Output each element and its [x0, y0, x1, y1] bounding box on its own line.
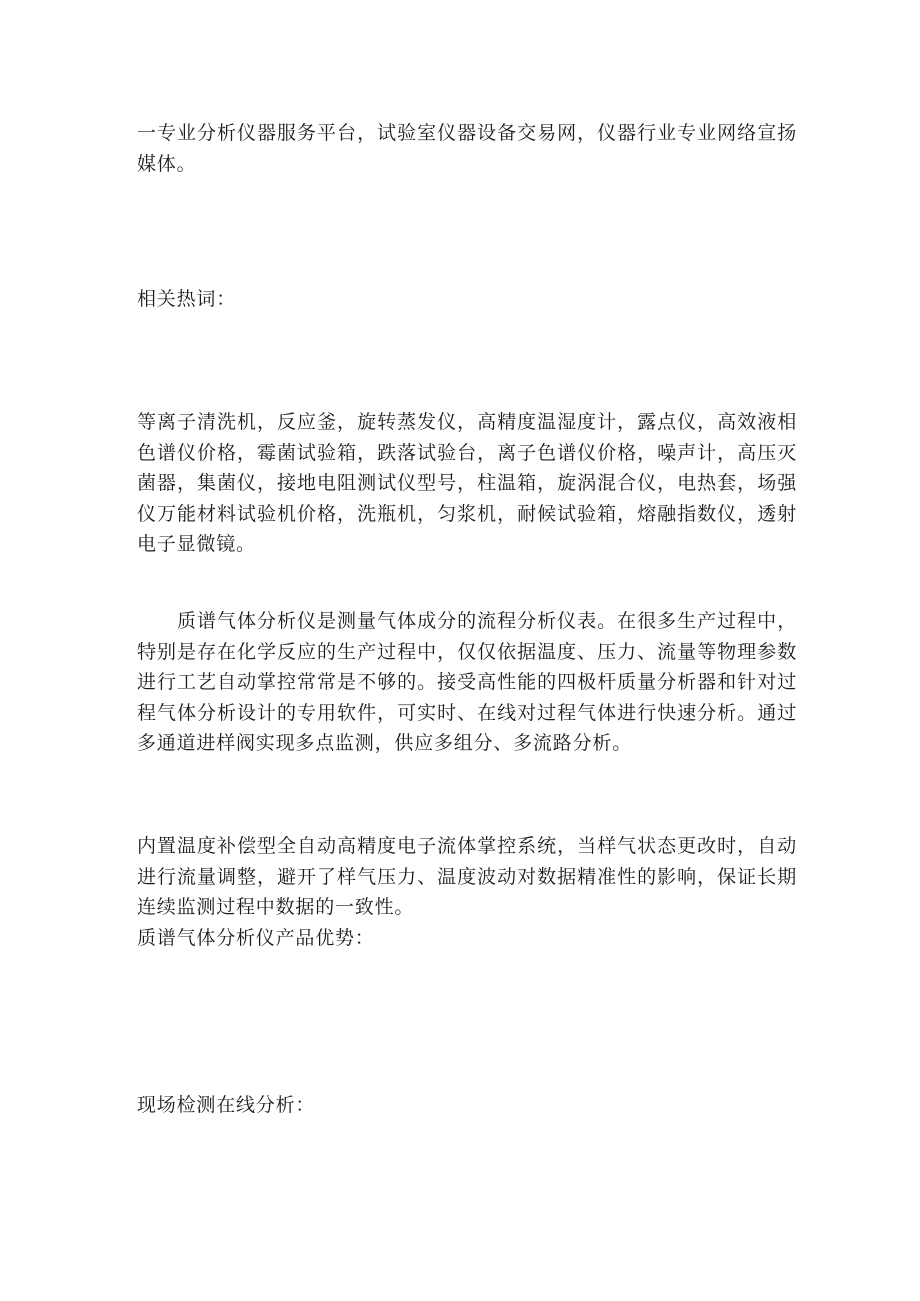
product-advantages-heading: 质谱气体分析仪产品优势： — [137, 927, 375, 949]
field-detection-heading: 现场检测在线分析： — [137, 1094, 316, 1116]
keywords-paragraph: 等离子清洗机，反应釜，旋转蒸发仪，高精度温湿度计，露点仪，高效液相色谱仪价格，霉菌试验箱，跌落试验台，离子色谱仪价格，噪声计，高压灭菌器，集菌仪，接地电阻测试仪型号，柱温箱，旋涡混合仪，电热套，场强仪万能材料试验机价格，洗瓶机，匀浆机，耐候试验箱，熔融指数仪，透射电子显微镜。 — [137, 411, 797, 555]
intro-paragraph: 一专业分析仪器服务平台，试验室仪器设备交易网，仪器行业专业网络宣扬媒体。 — [137, 122, 797, 175]
related-keywords-heading: 相关热词： — [137, 288, 237, 310]
description-paragraph: 质谱气体分析仪是测量气体成分的流程分析仪表。在很多生产过程中，特别是存在化学反应的生产过程中，仅仅依据温度、压力、流量等物理参数进行工艺自动掌控常常是不够的。接受高性能的四极杆质量分析器和针对过程气体分析设计的专用软件，可实时、在线对过程气体进行快速分析。通过多通道进样阀实现多点监测，供应多组分、多流路分析。 — [137, 610, 797, 754]
temperature-compensation-paragraph: 内置温度补偿型全自动高精度电子流体掌控系统，当样气状态更改时，自动进行流量调整，避开了样气压力、温度波动对数据精准性的影响，保证长期连续监测过程中数据的一致性。 — [137, 835, 797, 918]
